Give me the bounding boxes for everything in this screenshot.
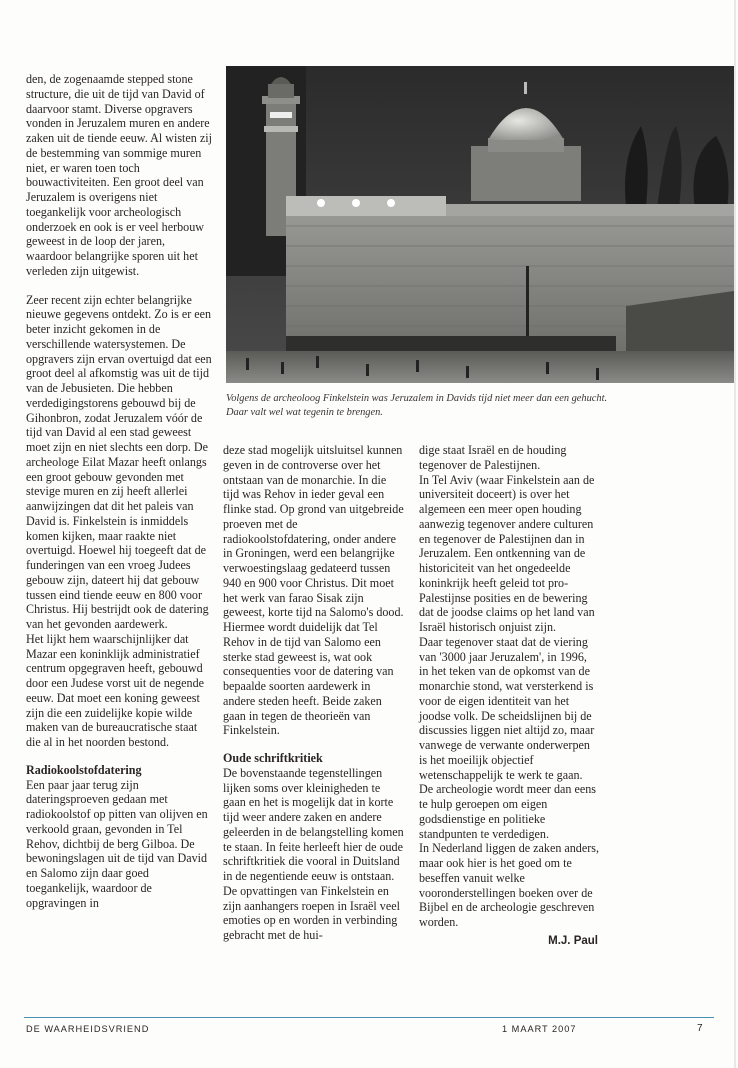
- paragraph-9: In Tel Aviv (waar Finkelstein aan de universiteit doceert) is over het algemeen een meer open houding aanwezig tegenover andere culturen en tegenover de Palestijnen dan in Jeruzalem. Een ontkenning van de historiciteit van het ongedeelde koninkrijk heeft geleid tot pro-Palestijnse posities en de bewering dat de joodse claims op het land van Israël historisch onjuist zijn.: [419, 472, 595, 634]
- paragraph-2: Zeer recent zijn echter belangrijke nieuwe gegevens ontdekt. Zo is er een beter inzicht gekomen in de verschillende watersystemen. De opgravers zijn ervan overtuigd dat een groot deel al afkomstig was uit de tijd van de Jebusieten. Die hebben verdedigingstorens gebouwd bij de Gihonbron, zodat Jeruzalem vóór de tijd van David al een stad geweest moet zijn en niet slechts een dorp. De archeologe Eilat Mazar heeft onlangs een groot gebouw gevonden met stevige muren en zij heeft allerlei aanwijzingen dat dit het paleis van David is. Finkelstein is inmiddels komen kijken, maar raakte niet overtuigd. Hoewel hij toegeeft dat de funderingen van een vroeg Judees gebouw zijn, dateert hij dat gebouw tussen eind tiende eeuw en 800 voor Christus. Hij bestrijdt ook de datering van het gevonden aardewerk.: [26, 292, 212, 631]
- footer-date: 1 MAART 2007: [502, 1024, 577, 1034]
- paragraph-3: Het lijkt hem waarschijnlijker dat Mazar een koninklijk administratief centrum opgegraven heeft, gebouwd door een Judese vorst uit de negende eeuw. Dat moet een koning geweest zijn die een zuidelijke kopie wilde maken van de bureaucratische staat die al in het noorden bestond.: [26, 631, 204, 749]
- paragraph-1: den, de zogenaamde stepped stone structure, die uit de tijd van David of daarvoor stamt. Diverse opgravers vonden in Jeruzalem muren en andere zaken uit de tiende eeuw. Al wisten zij de bestemming van sommige muren niet, er waren toen toch bouwactiviteiten. Een groot deel van Jeruzalem is overigens niet toegankelijk voor archeologisch onderzoek en ook is er veel herbouw geweest in de loop der jaren, waardoor belangrijke sporen uit het verleden zijn uitgewist.: [26, 72, 212, 278]
- western-wall-dome-image: [226, 66, 734, 383]
- paragraph-11: In Nederland liggen de zaken anders, maar ook hier is het goed om te beseffen vanuit welke vooronderstellingen boeken over de Bijbel en de archeologie geschreven worden.: [419, 841, 599, 929]
- jerusalem-photo: [226, 66, 734, 383]
- article-column-3: [419, 443, 599, 930]
- paragraph-8: dige staat Israël en de houding tegenover de Palestijnen.: [419, 443, 567, 472]
- page-number: 7: [697, 1023, 703, 1034]
- footer-divider: [24, 1017, 714, 1018]
- paragraph-4: Een paar jaar terug zijn dateringsproeven gedaan met radiokoolstof op pitten van olijven en verkoold graan, gevonden in Tel Rehov, dichtbij de berg Gilboa. De bewoningslagen uit de tijd van David en Salomo zijn daar goed toegankelijk, waardoor de opgravingen in: [26, 777, 208, 910]
- heading-oude-schriftkritiek: Oude schriftkritiek: [223, 751, 323, 765]
- paragraph-5: deze stad mogelijk uitsluitsel kunnen geven in de controverse over het ontstaan van de monarchie. In die tijd was Rehov in ieder geval een flinke stad. Op grond van uitgebreide proeven met de radiokoolstofdatering, onder andere in Groningen, werd een belangrijke verwoestingslaag gedateerd tussen 940 en 900 voor Christus. Dit moet het werk van farao Sisak zijn geweest, korte tijd na Salomo's dood. Hiermee wordt duidelijk dat Tel Rehov in de tijd van Salomo een sterke stad geweest is, wat ook consequenties voor de datering van bepaalde soorten aardewerk in andere steden heeft. Beide zaken gaan in tegen de theorieën van Finkelstein.: [223, 443, 404, 738]
- author-name: M.J. Paul: [548, 935, 598, 947]
- scan-edge: [734, 0, 736, 1068]
- article-column-1: [26, 72, 212, 910]
- heading-radiokoolstofdatering: Radiokoolstofdatering: [26, 762, 142, 777]
- paragraph-7: De opvattingen van Finkelstein en zijn aanhangers roepen in Israël veel emoties op en worden in verbinding gebracht met de hui-: [223, 883, 400, 942]
- article-column-2: [223, 443, 405, 943]
- photo-caption: Volgens de archeoloog Finkelstein was Jeruzalem in Davids tijd niet meer dan een gehucht. Daar valt wel wat tegenin te brengen.: [226, 393, 608, 418]
- paragraph-10: Daar tegenover staat dat de viering van '3000 jaar Jeruzalem', in 1996, in het teken van de opkomst van de monarchie stond, wat versterkend is voor de eigen identiteit van het joodse volk. De scheidslijnen bij de discussies liggen niet altijd zo, maar vanwege de verwante onderwerpen is het moeilijk objectief wetenschappelijk te werk te gaan. De archeologie wordt meer dan eens te hulp geroepen om eigen godsdienstige en politieke standpunten te verdedigen.: [419, 634, 596, 841]
- paragraph-6: De bovenstaande tegenstellingen lijken soms over kleinigheden te gaan en het is mogelijk dat in korte tijd weer andere zaken en andere geleerden in de belangstelling komen te staan. In feite herleeft hier de oude schriftkritiek die vooral in Duitsland in de negentiende eeuw is ontstaan.: [223, 765, 404, 883]
- footer-magazine-title: DE WAARHEIDSVRIEND: [26, 1024, 150, 1034]
